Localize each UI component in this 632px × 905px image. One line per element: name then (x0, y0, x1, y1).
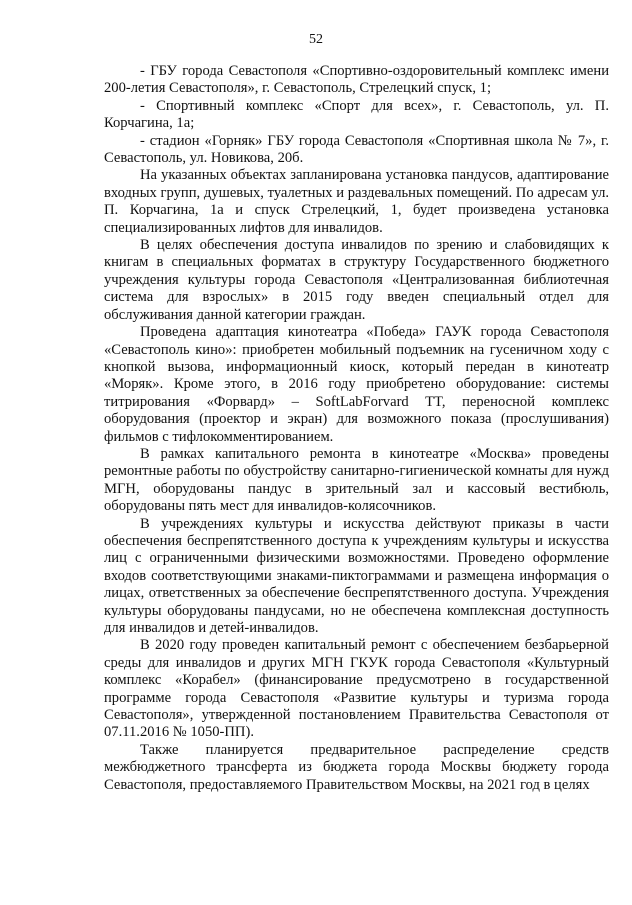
page-number: 52 (309, 32, 323, 47)
paragraph-library-department: В целях обеспечения доступа инвалидов по зрению и слабовидящих к книгам в специальных форматах в структуру Государственного бюджетного учреждения культуры города Севастополя «Централизованная библиотечная система для взрослых» в 2015 году введен специальный отдел для обслуживания данной категории граждан. (104, 237, 609, 323)
paragraph-ramps-installation: На указанных объектах запланирована установка пандусов, адаптирование входных групп, душевых, туалетных и раздевальных помещений. По адресам ул. П. Корчагина, 1а и спуск Стрелецкий, 1, будет произведена установка специализированных лифтов для инвалидов. (104, 167, 609, 236)
paragraph-cinema-moskva: В рамках капитального ремонта в кинотеатре «Москва» проведены ремонтные работы по обустройству санитарно-гигиенической комнаты для нужд МГН, оборудованы пандус в зрительный зал и кассовый вестибюль, оборудованы пять мест для инвалидов-колясочников. (104, 445, 609, 515)
paragraph-sports-complex-200-years: - ГБУ города Севастополя «Спортивно-оздоровительный комплекс имени 200-летия Севастополя», г. Севастополь, Стрелецкий спуск, 1; (104, 63, 609, 97)
paragraph-culture-institutions: В учреждениях культуры и искусства действуют приказы в части обеспечения беспрепятственного доступа к учреждениям культуры и искусства лиц с ограниченными физическими возможностями. Проведено оформление входов соответствующими знаками-пиктограммами и размещена информация о лицах, ответственных за обеспечение беспрепятственного доступа. Учреждения культуры оборудованы пандусами, но не обеспечена комплексная доступность для инвалидов и детей-инвалидов. (104, 515, 609, 636)
paragraph-moscow-transfer: Также планируется предварительное распределение средств межбюджетного трансферта из бюджета города Москвы бюджету города Севастополя, предоставляемого Правительством Москвы, на 2021 год в целях (104, 741, 609, 793)
paragraph-korabel-repair: В 2020 году проведен капитальный ремонт с обеспечением безбарьерной среды для инвалидов и других МГН ГКУК города Севастополя «Культурный комплекс «Корабел» (финансирование предусмотрено в государственной программе города Севастополя «Развитие культуры и туризма города Севастополя», утвержденной постановлением Правительства Севастополя от 07.11.2016 № 1050-ПП). (104, 637, 609, 741)
document-body (104, 63, 609, 794)
paragraph-sport-for-all: - Спортивный комплекс «Спорт для всех», г. Севастополь, ул. П. Корчагина, 1а; (104, 97, 609, 132)
paragraph-cinema-pobeda: Проведена адаптация кинотеатра «Победа» ГАУК города Севастополя «Севастополь кино»: приобретен мобильный подъемник на гусеничном ходу с кнопкой вызова, информационный киоск, который передан в кинотеатр «Моряк». Кроме этого, в 2016 году приобретено оборудование: системы титрирования «Форвард» – SoftLabForvard TT, переносной комплекс оборудования (проектор и экран) для возможного показа (прослушивания) фильмов с тифлокомментированием. (104, 324, 609, 445)
paragraph-stadium-gornyak: - стадион «Горняк» ГБУ города Севастополя «Спортивная школа № 7», г. Севастополь, ул. Новикова, 20б. (104, 132, 609, 167)
